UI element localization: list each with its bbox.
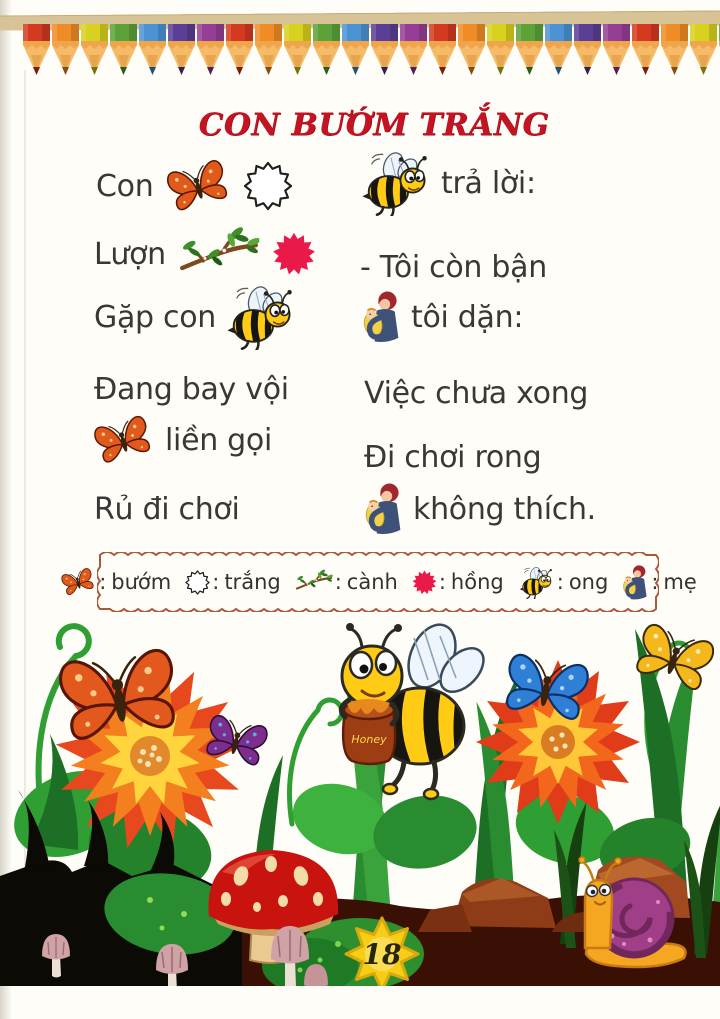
poem-line [364, 482, 596, 536]
poem-text: Con [96, 168, 154, 204]
poem-line [360, 250, 547, 285]
poem-text: Việc chưa xong [364, 376, 589, 411]
poem-line [364, 440, 541, 475]
poem-text: - Tôi còn bận [360, 250, 547, 285]
legend-label: ong [568, 570, 609, 594]
legend-colon: : [556, 570, 564, 594]
white-splat-icon [243, 161, 293, 211]
mother-icon [364, 482, 404, 536]
poem-line [94, 372, 289, 407]
legend-label: bướm [111, 570, 172, 594]
legend-item [295, 569, 398, 595]
poem-line [90, 414, 272, 466]
pencil-icon [602, 24, 631, 76]
garden-illustration [0, 614, 720, 986]
pencil-icon [428, 24, 457, 76]
bee-icon [225, 284, 297, 350]
poem-line [364, 376, 588, 411]
honey-pot [341, 699, 397, 764]
pencil-icon [631, 24, 660, 76]
poem-text: Đi chơi rong [364, 440, 542, 475]
poem-text: Gặp con [94, 299, 216, 335]
legend-label: hồng [450, 570, 504, 594]
branch-icon [295, 569, 333, 595]
legend-colon: : [99, 570, 107, 594]
legend-item [518, 566, 609, 599]
legend-item [185, 570, 280, 595]
legend-colon: : [212, 570, 220, 594]
poem-text: trả lời: [441, 165, 536, 201]
legend-item [59, 567, 171, 597]
pencil-icon [370, 24, 399, 76]
poem-line [94, 284, 297, 350]
poem-text: liền gọi [165, 422, 273, 458]
poem-text: tôi dặn: [411, 299, 524, 335]
legend-label: mẹ [663, 570, 697, 594]
red-splat-icon [412, 570, 437, 595]
pencil-icon [167, 24, 196, 76]
legend-label: cành [346, 570, 398, 594]
legend-item [412, 570, 504, 595]
pencil-icon [312, 24, 341, 76]
pencil-icon [341, 24, 370, 76]
butterfly-icon [156, 149, 241, 223]
pencil-icon [515, 24, 544, 76]
white-splat-icon [185, 570, 210, 595]
bee-icon [360, 150, 432, 216]
pencil-icon [660, 24, 689, 76]
red-splat-icon [272, 232, 316, 276]
pencil-icon [80, 24, 109, 76]
mother-icon [622, 564, 649, 601]
poem-line [94, 226, 316, 282]
pencil-icon [138, 24, 167, 76]
poem-text: Đang bay vội [94, 372, 289, 407]
pencil-icon [283, 24, 312, 76]
legend-colon: : [651, 570, 659, 594]
page-title: CON BƯỚM TRẮNG [198, 106, 550, 143]
pencil-icon [544, 24, 573, 76]
pencil-icon [22, 24, 51, 76]
poem-text: không thích. [413, 491, 596, 527]
pencil-icon [225, 24, 254, 76]
pencil-border [22, 24, 720, 76]
pencil-icon [196, 24, 225, 76]
bee-icon [518, 566, 555, 599]
pencil-icon [486, 24, 515, 76]
legend-label: trắng [224, 570, 281, 594]
legend-colon: : [334, 570, 342, 594]
pencil-icon [689, 24, 718, 76]
mother-icon [362, 290, 402, 344]
poem-text: Rủ đi chơi [94, 492, 240, 527]
branch-icon [175, 226, 263, 282]
butterfly-icon [56, 562, 101, 601]
pencil-icon [254, 24, 283, 76]
poem-line [94, 492, 240, 527]
poem-text: Lượn [94, 236, 166, 272]
pencil-icon [51, 24, 80, 76]
poem-line [96, 158, 293, 214]
poem-line [360, 150, 536, 216]
page-number: 18 [362, 938, 402, 971]
pencil-icon [399, 24, 428, 76]
legend-box [97, 552, 697, 612]
pencil-icon [457, 24, 486, 76]
butterfly-icon [84, 406, 162, 474]
legend-item [622, 564, 696, 601]
pencil-icon [109, 24, 138, 76]
poem-line [362, 290, 523, 344]
pencil-icon [573, 24, 602, 76]
legend-colon: : [438, 570, 446, 594]
honey-label: Honey [351, 733, 387, 746]
page-number-flower [346, 918, 418, 986]
